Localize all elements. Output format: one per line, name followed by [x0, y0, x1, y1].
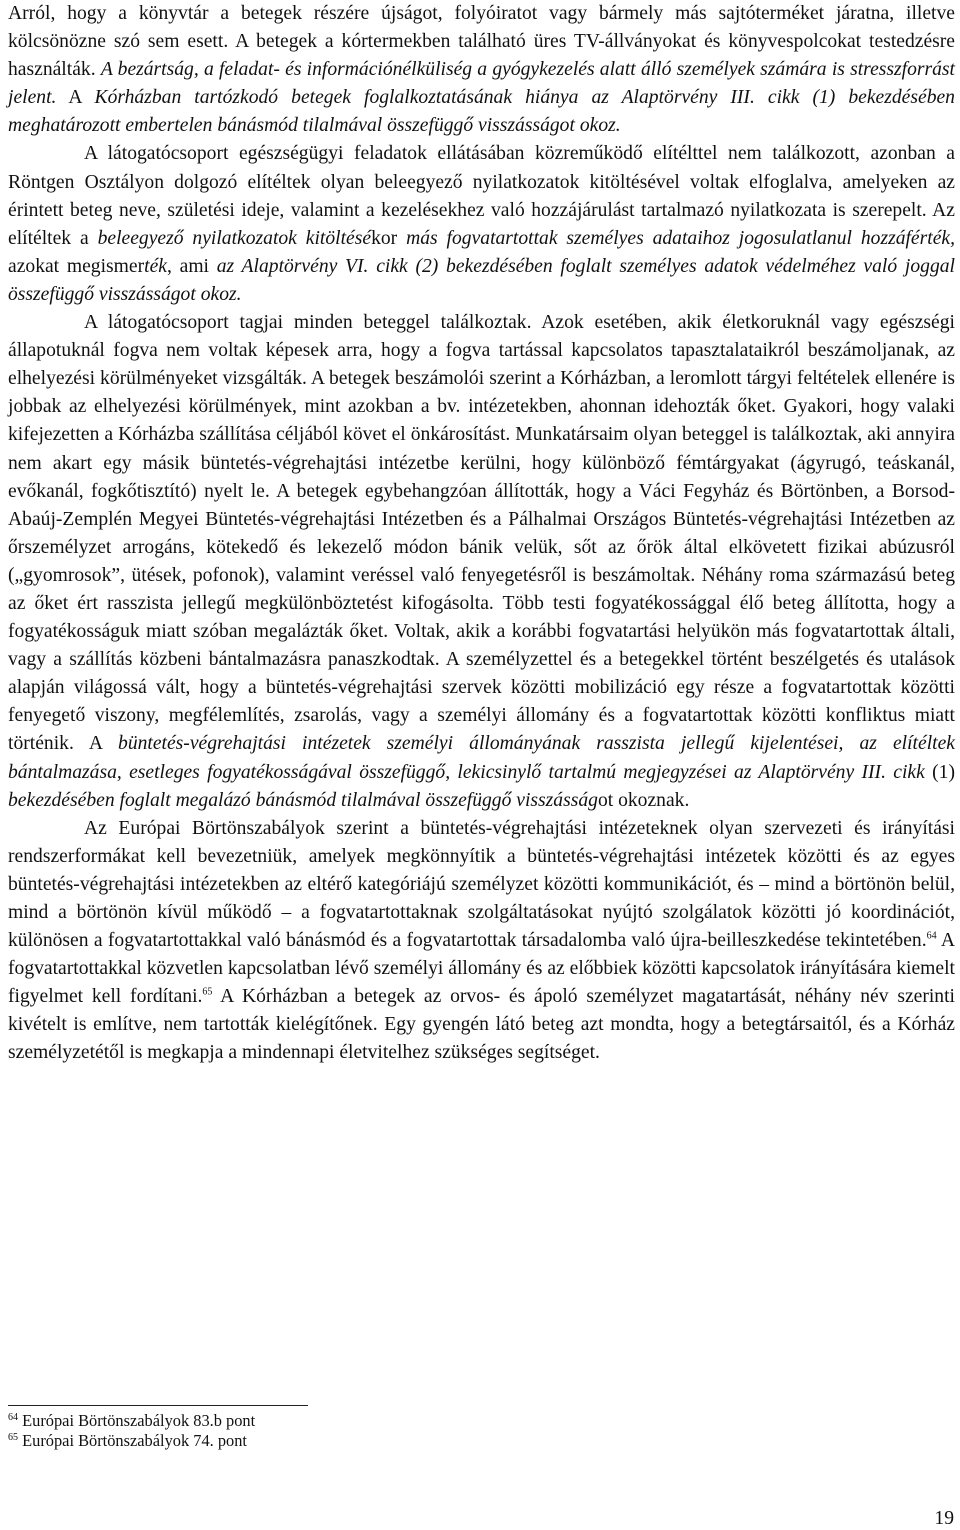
text-run: A	[56, 87, 95, 109]
text-run: A látogatócsoport tagjai minden beteggel találkoztak. Azok esetében, akik életkoruknál vagy egészségi állapotuknál fogva nem voltak képesek arra, hogy a fogva tartással kapcsolatos tapasztalataikról beszámoljanak, az elhelyezési körülményeket vizsgálták. A betegek beszámolói szerint a Kórházban, a leromlott tárgyi feltételek ellenére is jobbak az elhelyezési körülmények, mint azokban a bv. intézetekben, ahonnan idehozták őket. Gyakori, hogy valaki kifejezetten a Kórházba szállítása céljából követ el önkárosítást. Munkatársaim olyan beteggel is találkoztak, aki annyira nem akart egy másik büntetés-végrehajtási intézetbe kerülni, hogy különböző fémtárgyakat (ágyrugó, teáskanál, evőkanál, fogkőtisztító) nyelt le. A betegek egybehangzóan állították, hogy a Váci Fegyház és Börtönben, a Borsod-Abaúj-Zemplén Megyei Büntetés-végrehajtási Intézetben és a Pálhalmai Országos Büntetés-végrehajtási Intézetben az őrszemélyzet arrogáns, kötekedő és lekezelő módon bánik velük, sőt az őrök által elkövetett fizikai abúzusról („gyomrosok”, ütések, pofonok), valamint veréssel való fenyegetésről is beszámoltak. Néhány roma származású beteg az őket ért rasszista jellegű megkülönböztetést kifogásolta. Több testi fogyatékossággal élő beteg állította, hogy a fogyatékosságuk miatt szóban megalázták őket. Voltak, akik a korábbi fogvatartási helyükön más fogvatartottak általi, vagy a szállítás közbeni bántalmazásra panaszkodtak. A személyzettel és a betegekkel történt beszélgetés és utalások alapján világossá vált, hogy a büntetés-végrehajtási szervek közötti mobilizáció egy része a fogvatartottak közötti fenyegető viszony, megfélemlítés, zsarolás, vagy a személyi állomány és a fogvatartottak közötti konfliktus miatt történik. A	[8, 312, 955, 755]
italic-text-run: Kórházban tartózkodó betegek foglalkoztatásának hiánya az Alaptörvény III. cikk (1) bekezdésében meghatározott embertelen bánásmód tilalmával összefüggő visszásságot okoz.	[8, 87, 955, 137]
footnote-reference: 65	[202, 986, 213, 998]
footnote-separator	[8, 1405, 308, 1406]
italic-text-run: más fogvatartottak személyes adataihoz jogosulatlanul hozzáférték,	[406, 227, 955, 249]
page-number: 19	[934, 1508, 954, 1529]
italic-text-run: ték	[144, 255, 167, 277]
paragraph-3	[8, 309, 955, 815]
text-run: Az Európai Börtönszabályok szerint a büntetés-végrehajtási intézeteknek olyan szervezeti és irányítási rendszerformákat kell bevezetniük, amelyek megkönnyítik a büntetés-végrehajtási intézetek közötti és az egyes büntetés-végrehajtási intézetekben az eltérő kategóriájú személyzet közötti kommunikációt, és – mind a börtönön belül, mind a börtönön kívül működő – a fogvatartottaknak szolgáltatásokat nyújtó szolgálatok közötti jó koordinációt, különösen a fogvatartottakkal való bánásmód és a fogvatartottak társadalomba való újra-beilleszkedése tekintetében.	[8, 817, 955, 952]
text-run: azokat megismer	[8, 255, 145, 277]
italic-text-run: büntetés-végrehajtási intézetek személyi állományának rasszista jellegű kijelentései, az elítéltek bántalmazása, esetleges fogyatékosságával összefüggő, lekicsinylő tartalmú megjegyzései az Alaptörvény III. cikk	[8, 733, 955, 783]
footnote-text: Európai Börtönszabályok 83.b pont	[22, 1411, 256, 1430]
footnote-text: Európai Börtönszabályok 74. pont	[22, 1431, 247, 1450]
document-body	[8, 0, 955, 1068]
text-run: ot okoznak.	[597, 789, 690, 811]
text-run: A Kórházban a betegek az orvos- és ápoló személyzet magatartását, néhány név szerinti kivételt is említve, nem tartották kielégítőnek. Egy gyengén látó beteg azt mondta, hogy a betegtársaitól, és a Kórház személyzetétől is megkapja a mindennapi életvitelhez szükséges segítséget.	[8, 986, 955, 1064]
footnote-65	[8, 1431, 608, 1451]
text-run: , ami	[166, 255, 217, 277]
italic-text-run: bekezdésében foglalt megalázó bánásmód tilalmával összefüggő visszásság	[8, 789, 598, 811]
italic-text-run: az Alaptörvény VI. cikk (2) bekezdésében foglalt személyes adatok védelméhez való joggal összefüggő visszásságot okoz.	[8, 255, 955, 305]
footnote-number: 64	[8, 1412, 18, 1423]
footnote-number: 65	[8, 1432, 18, 1443]
text-run: Arról, hogy a könyvtár a betegek részére újságot, folyóiratot vagy bármely más sajtóterméket járatna, illetve kölcsönözne szó sem esett. A betegek a kórtermekben található üres TV-állványokat és könyvespolcokat testedzésre használták.	[8, 3, 955, 81]
text-run: A látogatócsoport egészségügyi feladatok ellátásában közreműködő elítélttel nem találkozott, azonban a Röntgen Osztályon dolgozó elítéltek olyan beleegyező nyilatkozatok kitöltésével voltak elfoglalva, amelyeken az érintett beteg neve, születési ideje, valamint a kezelésekhez való hozzájárulást tartalmazó nyilatkozata is szerepelt. Az elítéltek a	[8, 143, 955, 249]
paragraph-4	[8, 815, 955, 1068]
paragraph-1	[8, 0, 955, 140]
footnote-64	[8, 1411, 608, 1431]
italic-text-run: beleegyező nyilatkozatok kitöltésé	[97, 227, 372, 249]
text-run: kor	[371, 227, 407, 249]
paragraph-2	[8, 140, 955, 309]
text-run: (1)	[924, 761, 955, 783]
footnotes	[8, 1411, 608, 1451]
footnote-reference: 64	[926, 930, 937, 942]
text-run: A fogvatartottakkal közvetlen kapcsolatban lévő személyi állomány és az előbbiek közötti kapcsolatok irányítására kiemelt figyelmet kell fordítani.	[8, 930, 955, 1008]
italic-text-run: A bezártság, a feladat- és információnélküliség a gyógykezelés alatt álló személyek számára is stresszforrást jelent.	[8, 59, 955, 109]
